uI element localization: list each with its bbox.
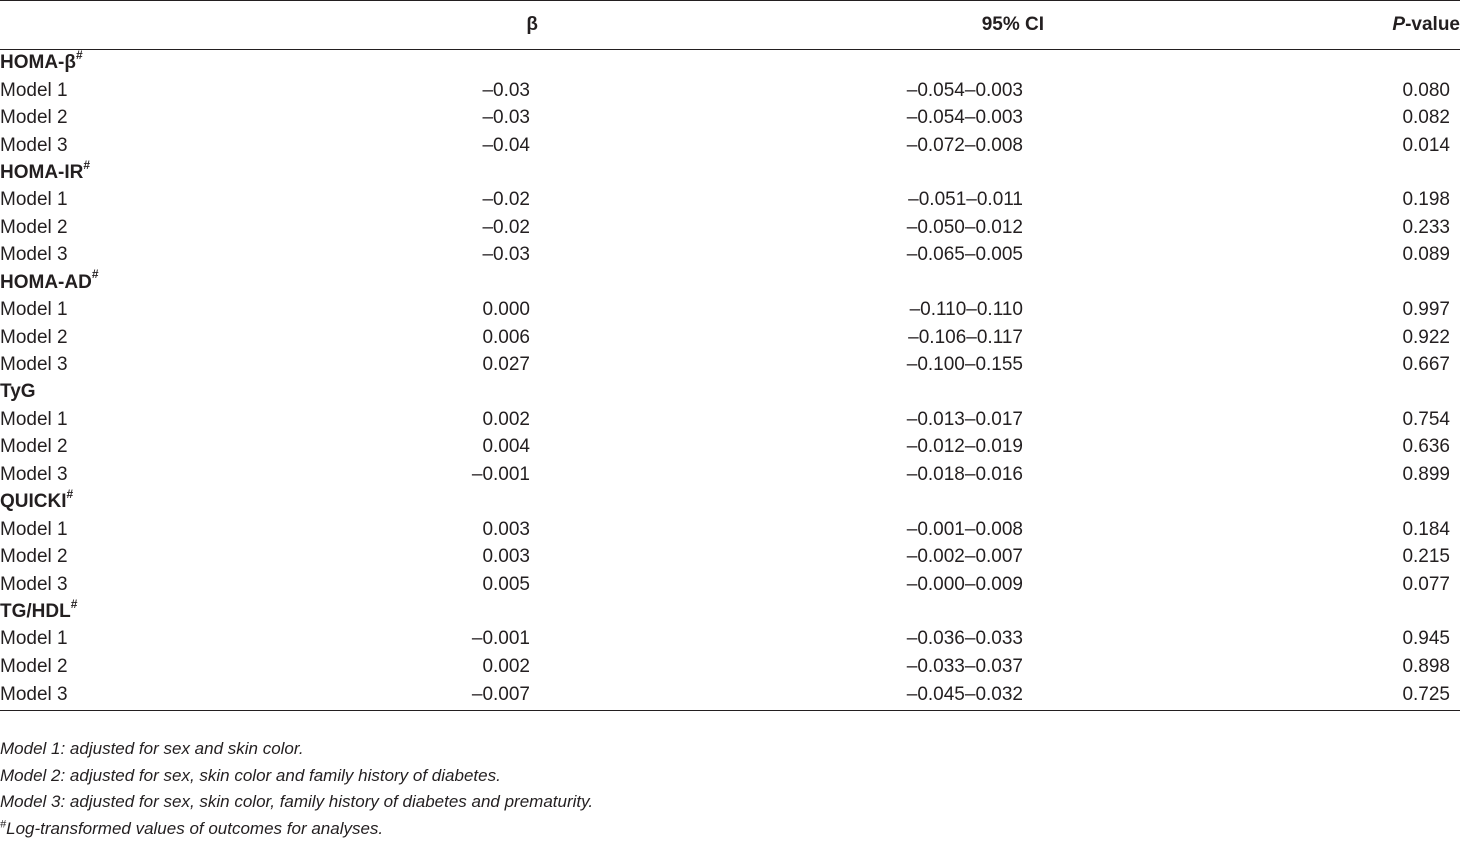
log-transform-mark: #	[70, 596, 78, 611]
model-label: Model 2	[0, 546, 68, 568]
p-value: 0.215	[1402, 546, 1450, 568]
table-row	[0, 681, 1460, 711]
log-transform-mark: #	[83, 157, 91, 172]
group-label	[0, 379, 1460, 406]
p-value: 0.945	[1402, 628, 1450, 650]
header-row	[0, 1, 1460, 50]
ci-value: –0.106–0.117	[908, 326, 1023, 348]
ci-value: –0.054–0.003	[906, 79, 1023, 101]
beta-value: 0.006	[482, 326, 530, 348]
ci-value: –0.002–0.007	[906, 546, 1023, 568]
table-row	[0, 77, 1460, 104]
table-row	[0, 132, 1460, 159]
p-value: 0.233	[1402, 216, 1450, 238]
beta-value: 0.002	[482, 655, 530, 677]
model-label: Model 1	[0, 408, 68, 430]
beta-value: –0.007	[330, 681, 680, 711]
log-transform-mark: #	[91, 267, 99, 282]
p-value: 0.082	[1402, 107, 1450, 129]
ci-value: –0.013–0.017	[906, 408, 1023, 430]
ci-value: –0.018–0.016	[906, 463, 1023, 485]
beta-value: 0.000	[482, 299, 530, 321]
footnote-model-3: Model 3: adjusted for sex, skin color, family history of diabetes and prematurity.	[0, 792, 594, 812]
model-label: Model 1	[0, 518, 68, 540]
model-label: Model 3	[0, 573, 68, 595]
model-label: Model 3	[0, 681, 330, 711]
footnote-log-text: Log-transformed values of outcomes for analyses.	[6, 818, 384, 838]
p-value: 0.899	[1402, 463, 1450, 485]
model-label: Model 1	[0, 189, 68, 211]
footnote-log-transform	[0, 816, 593, 842]
group-row	[0, 598, 1460, 625]
group-row	[0, 159, 1460, 186]
header-p-rest: -value	[1405, 14, 1460, 35]
footnote-log-mark: #	[0, 818, 7, 831]
group-label-text: HOMA-β	[0, 52, 76, 74]
table-row	[0, 543, 1460, 570]
group-row	[0, 50, 1460, 77]
table-header	[0, 1, 1460, 50]
beta-value: –0.02	[482, 189, 530, 211]
table-row	[0, 104, 1460, 131]
model-label: Model 2	[0, 655, 68, 677]
model-label: Model 3	[0, 354, 68, 376]
p-value: 0.198	[1402, 189, 1450, 211]
ci-value: –0.100–0.155	[906, 354, 1023, 376]
model-label: Model 2	[0, 107, 68, 129]
group-label-text: TyG	[0, 381, 36, 403]
beta-value: –0.02	[482, 216, 530, 238]
model-label: Model 2	[0, 216, 68, 238]
table-row	[0, 351, 1460, 378]
footnote-model-2: Model 2: adjusted for sex, skin color and family history of diabetes.	[0, 765, 501, 785]
ci-value: –0.110–0.110	[909, 299, 1023, 321]
group-row	[0, 489, 1460, 516]
footnote-model-1: Model 1: adjusted for sex and skin color.	[0, 739, 304, 758]
p-value: 0.636	[1402, 436, 1450, 458]
table-row	[0, 324, 1460, 351]
table-body	[0, 50, 1460, 711]
group-label-text: QUICKI	[0, 491, 67, 513]
beta-value: 0.004	[482, 436, 530, 458]
group-label-text: TG/HDL	[0, 600, 71, 622]
group-label	[0, 486, 1460, 516]
log-transform-mark: #	[66, 486, 74, 501]
ci-value: –0.036–0.033	[906, 628, 1023, 650]
model-label: Model 1	[0, 299, 68, 321]
group-label-text: HOMA-IR	[0, 161, 84, 183]
group-label	[0, 159, 1460, 186]
table-row	[0, 516, 1460, 543]
p-value: 0.754	[1402, 408, 1450, 430]
table-row	[0, 187, 1460, 214]
p-value: 0.667	[1402, 354, 1450, 376]
table-row	[0, 461, 1460, 488]
table-row	[0, 214, 1460, 241]
header-p-value	[1240, 1, 1460, 50]
beta-value: –0.001	[471, 463, 530, 485]
beta-value: 0.002	[482, 408, 530, 430]
group-label-text: HOMA-AD	[0, 271, 92, 293]
ci-value: –0.072–0.008	[906, 134, 1023, 156]
model-label: Model 2	[0, 436, 68, 458]
beta-value: –0.03	[482, 244, 530, 266]
table-row	[0, 296, 1460, 323]
table-row	[0, 626, 1460, 653]
p-value: 0.898	[1402, 655, 1450, 677]
header-beta: β	[330, 1, 680, 50]
beta-value: –0.03	[482, 79, 530, 101]
model-label: Model 2	[0, 326, 68, 348]
model-label: Model 1	[0, 628, 68, 650]
table-row	[0, 434, 1460, 461]
table-row	[0, 242, 1460, 269]
group-label	[0, 269, 1460, 296]
p-value: 0.922	[1402, 326, 1450, 348]
beta-value: –0.001	[471, 628, 530, 650]
p-value: 0.080	[1402, 79, 1450, 101]
beta-value: –0.04	[482, 134, 530, 156]
header-ci: 95% CI	[680, 1, 1240, 50]
p-value: 0.725	[1240, 681, 1460, 711]
beta-value: 0.003	[482, 546, 530, 568]
group-label	[0, 50, 1460, 77]
table-footnotes	[0, 736, 593, 842]
header-blank	[0, 1, 330, 50]
table-row	[0, 406, 1460, 433]
beta-value: 0.027	[482, 354, 530, 376]
ci-value: –0.065–0.005	[906, 244, 1023, 266]
model-label: Model 3	[0, 134, 68, 156]
p-value: 0.014	[1402, 134, 1450, 156]
ci-value: –0.050–0.012	[906, 216, 1023, 238]
ci-value: –0.001–0.008	[906, 518, 1023, 540]
ci-value: –0.054–0.003	[906, 107, 1023, 129]
p-value: 0.077	[1402, 573, 1450, 595]
ci-value: –0.045–0.032	[680, 681, 1240, 711]
beta-value: 0.005	[482, 573, 530, 595]
p-value: 0.089	[1402, 244, 1450, 266]
ci-value: –0.033–0.037	[906, 655, 1023, 677]
beta-value: –0.03	[482, 107, 530, 129]
beta-value: 0.003	[482, 518, 530, 540]
ci-value: –0.000–0.009	[906, 573, 1023, 595]
p-value: 0.997	[1402, 299, 1450, 321]
p-value: 0.184	[1402, 518, 1450, 540]
log-transform-mark: #	[75, 48, 83, 63]
ci-value: –0.051–0.011	[908, 189, 1023, 211]
group-label	[0, 598, 1460, 625]
header-p-italic: P	[1392, 14, 1406, 35]
table-row	[0, 653, 1460, 680]
model-label: Model 3	[0, 244, 68, 266]
group-row	[0, 269, 1460, 296]
model-label: Model 1	[0, 79, 68, 101]
model-label: Model 3	[0, 463, 68, 485]
table-row	[0, 571, 1460, 598]
ci-value: –0.012–0.019	[906, 436, 1023, 458]
group-row	[0, 379, 1460, 406]
